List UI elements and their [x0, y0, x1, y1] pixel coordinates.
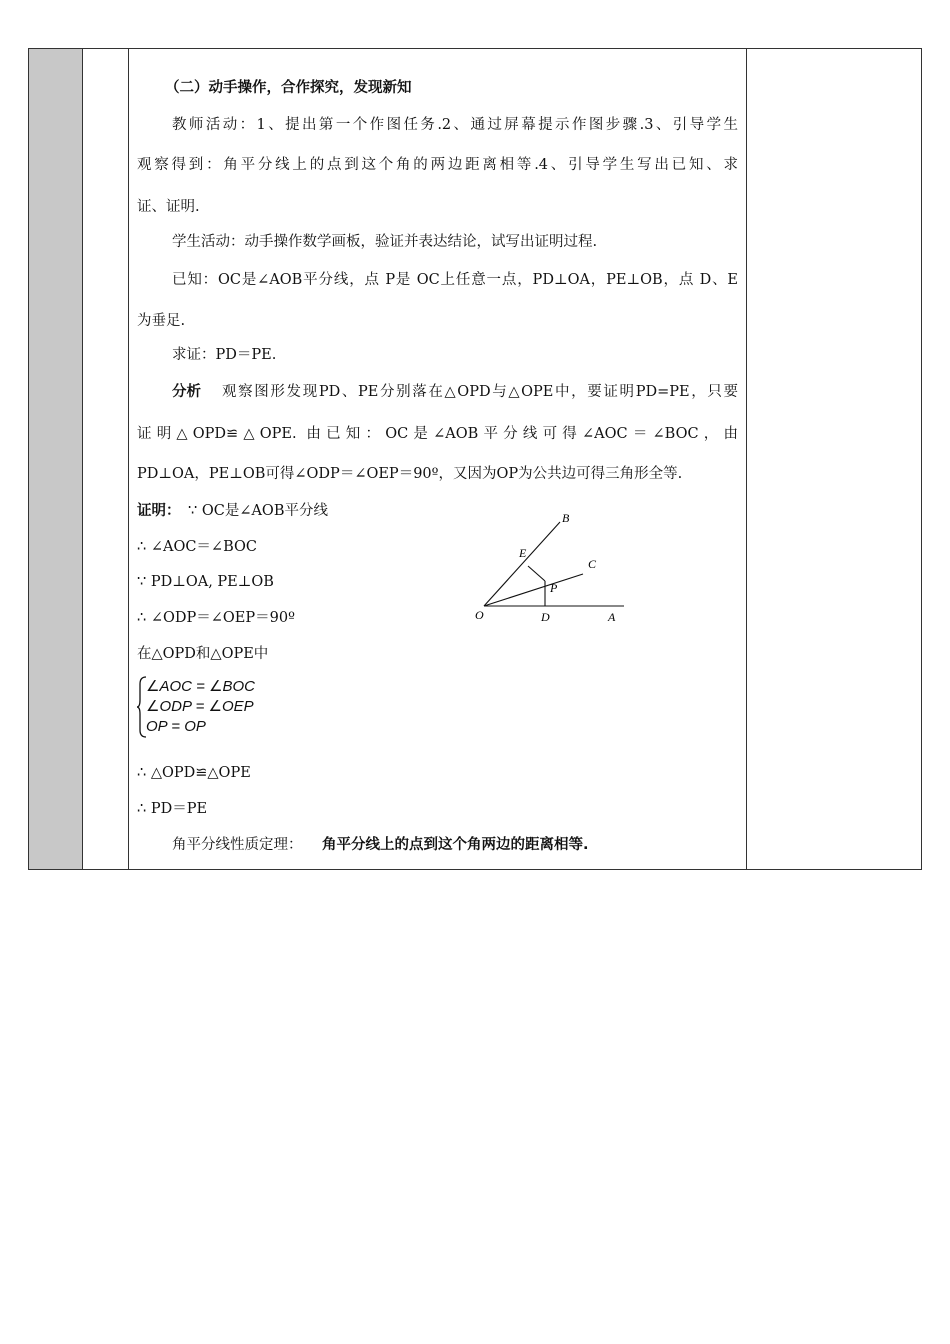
label-b: B [562, 511, 570, 525]
brace-line2: ∠ODP = ∠OEP [146, 698, 254, 715]
label-e: E [519, 546, 527, 560]
analysis-label: 分析 [172, 384, 201, 400]
teacher-activity-line2: 观察得到：角平分线上的点到这个角的两边距离相等.4、引导学生写出已知、求 [137, 157, 738, 173]
prove-line: 求证：PD＝PE. [172, 347, 277, 363]
brace-line1: ∠AOC = ∠BOC [146, 678, 255, 695]
proof-line3: ∵ PD⊥OA, PE⊥OB [137, 574, 274, 590]
proof-line6: ∴ △OPD≌△OPE [137, 765, 251, 781]
section-heading: （二）动手操作，合作探究，发现新知 [165, 80, 412, 96]
proof-line1: ∵ OC是∠AOB平分线 [188, 503, 328, 519]
analysis-line1: 观察图形发现PD、PE分别落在△OPD与△OPE中，要证明PD=PE，只要 [222, 384, 738, 400]
table-col-narrow [83, 49, 129, 869]
table-col-grey [29, 49, 83, 869]
proof-line2: ∴ ∠AOC＝∠BOC [137, 539, 257, 555]
brace-system [146, 677, 255, 737]
student-activity-line1: 学生活动：动手操作数学画板，验证并表达结论，试写出证明过程. [172, 234, 598, 250]
given-line1: 已知：OC是∠AOB平分线，点 P是 OC上任意一点，PD⊥OA，PE⊥OB，点 D、E [172, 272, 738, 288]
proof-line5: 在△OPD和△OPE中 [137, 646, 269, 662]
label-o: O [475, 608, 484, 622]
label-a: A [608, 610, 616, 624]
proof-line7: ∴ PD＝PE [137, 801, 208, 817]
teacher-activity-line1: 教师活动：1、提出第一个作图任务.2、通过屏幕提示作图步骤.3、引导学生 [172, 117, 738, 133]
theorem-prefix: 角平分线性质定理： [172, 837, 303, 853]
angle-bisector-figure [470, 505, 640, 630]
analysis-line2: 证明△OPD≌△OPE. 由已知：OC是∠AOB平分线可得∠AOC＝∠BOC，由 [137, 426, 738, 442]
table-col-notes [747, 49, 923, 869]
analysis-line3: PD⊥OA，PE⊥OB可得∠ODP＝∠OEP＝90º，又因为OP为公共边可得三角形全等. [137, 466, 683, 482]
label-p: P [550, 581, 558, 595]
proof-line4: ∴ ∠ODP＝∠OEP＝90º [137, 610, 295, 626]
teacher-activity-line3: 证、证明. [137, 199, 200, 215]
proof-label: 证明： [137, 503, 181, 519]
segment-pe [528, 566, 545, 581]
brace-line3: OP = OP [146, 718, 206, 735]
label-d: D [541, 610, 550, 624]
theorem-text: 角平分线上的点到这个角两边的距离相等. [322, 837, 589, 853]
given-line2: 为垂足. [137, 313, 186, 329]
label-c: C [588, 557, 597, 571]
